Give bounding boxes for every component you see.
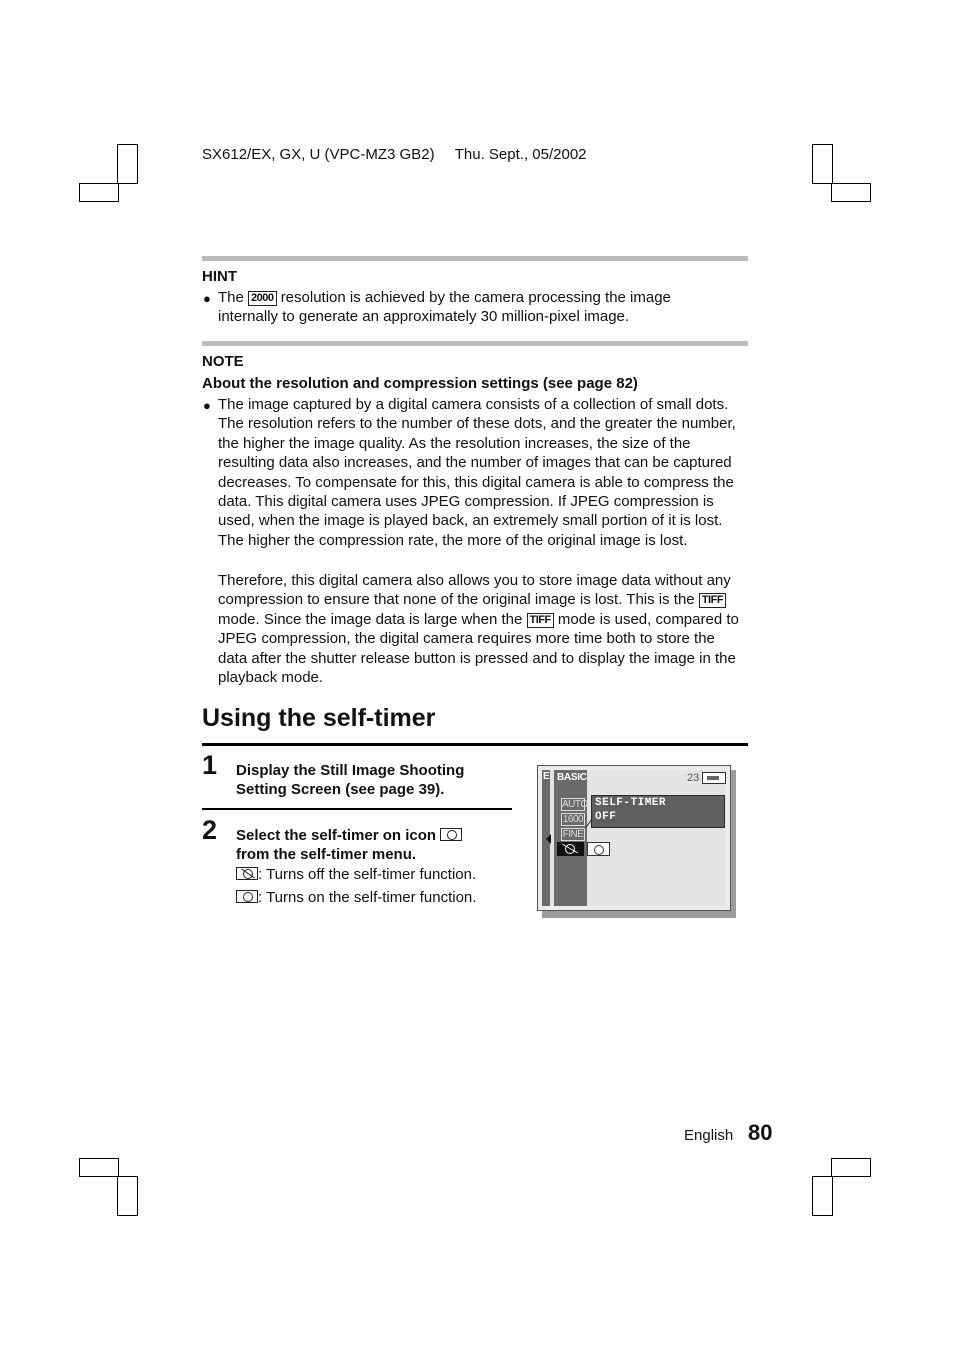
- resolution-2000-icon: 2000: [248, 291, 276, 306]
- print-header: [202, 146, 587, 163]
- section-rule: [202, 743, 748, 746]
- crop-mark-bl-v: [117, 1176, 138, 1216]
- self-timer-on-icon: [440, 828, 462, 841]
- hint-label: HINT: [202, 268, 237, 285]
- note-bullet-icon: ●: [203, 398, 211, 413]
- lcd-timer-on-icon: [587, 842, 610, 856]
- lcd-display: [542, 770, 726, 906]
- lcd-count: 23: [687, 772, 700, 784]
- self-timer-on-icon: [236, 890, 258, 903]
- battery-icon: [702, 772, 726, 784]
- crop-mark-tr-v: [812, 144, 833, 184]
- crop-mark-tr-h: [831, 183, 871, 202]
- tiff-icon: TIFF: [699, 593, 726, 608]
- date-text: Thu. Sept., 05/2002: [454, 146, 587, 163]
- step-divider: [202, 808, 512, 810]
- model-text: SX612/EX, GX, U (VPC-MZ3 GB2): [202, 146, 435, 163]
- lcd-panel-value: OFF: [595, 811, 617, 823]
- footer-language: English: [684, 1127, 734, 1144]
- lcd-side-label: E: [543, 771, 550, 782]
- timer-off-description: : Turns off the self-timer function.: [236, 864, 476, 886]
- note-paragraph-1: The image captured by a digital camera consists of a collection of small dots. The resolution refers to the number of these dots, and the greater the number, the higher the image quality. As the resolution increases, the size of the resulting data also increases, and the number of images that can be captured decreases. To compensate for this, this digital camera is able to compress the data. This digital camera uses JPEG compression. If JPEG compression is used, when the image is played back, an extremely small portion of it is lost. The higher the compression rate, the more of the original image is lost.: [218, 396, 736, 549]
- crop-mark-br-h: [831, 1158, 871, 1177]
- step-1-number: 1: [202, 750, 218, 780]
- tiff-icon: TIFF: [527, 613, 554, 628]
- section-title: Using the self-timer: [202, 704, 436, 732]
- lcd-left-arrow-icon: [546, 834, 551, 844]
- lcd-panel-title: SELF-TIMER: [595, 797, 667, 809]
- self-timer-off-icon: [236, 867, 258, 880]
- hint-top-rule: [202, 256, 748, 261]
- crop-mark-tl-h: [79, 183, 119, 202]
- hint-bullet-icon: ●: [203, 291, 211, 306]
- lcd-timer-off-selected-icon: [557, 842, 584, 856]
- note-top-rule: [202, 341, 748, 346]
- lcd-selftimer-panel: [591, 795, 725, 828]
- crop-mark-bl-h: [79, 1158, 119, 1177]
- lcd-item-auto: AUTO: [562, 799, 588, 810]
- note-subheading: About the resolution and compression settings (see page 82): [202, 375, 638, 392]
- lcd-item-fine: FINE: [562, 829, 584, 840]
- timer-on-description: : Turns on the self-timer function.: [236, 887, 476, 909]
- hint-text: The 2000 resolution is achieved by the camera processing the image internally to generate an approximately 30 million-pixel image.: [218, 289, 671, 326]
- note-paragraph-2: Therefore, this digital camera also allows you to store image data without any compression to ensure that none of the original image is lost. This is the TIFF mode. Since the image data is large when the TIFF mode is used, compared to JPEG compression, the digital camera requires more time both to store the data after the shutter release button is pressed and to display the image in the playback mode.: [218, 572, 739, 687]
- page-number: 80: [748, 1120, 773, 1145]
- lcd-item-1600: 1600: [562, 814, 584, 825]
- camera-lcd-screen: [537, 765, 731, 911]
- step-2-number: 2: [202, 815, 218, 845]
- step-1-text: Display the Still Image Shooting Setting Screen (see page 39).: [236, 762, 465, 799]
- step-2-text: Select the self-timer on icon from the self-timer menu.: [236, 826, 511, 865]
- lcd-tab-basic: BASIC: [557, 772, 587, 783]
- crop-mark-tl-v: [117, 144, 138, 184]
- note-label: NOTE: [202, 353, 244, 370]
- crop-mark-br-v: [812, 1176, 833, 1216]
